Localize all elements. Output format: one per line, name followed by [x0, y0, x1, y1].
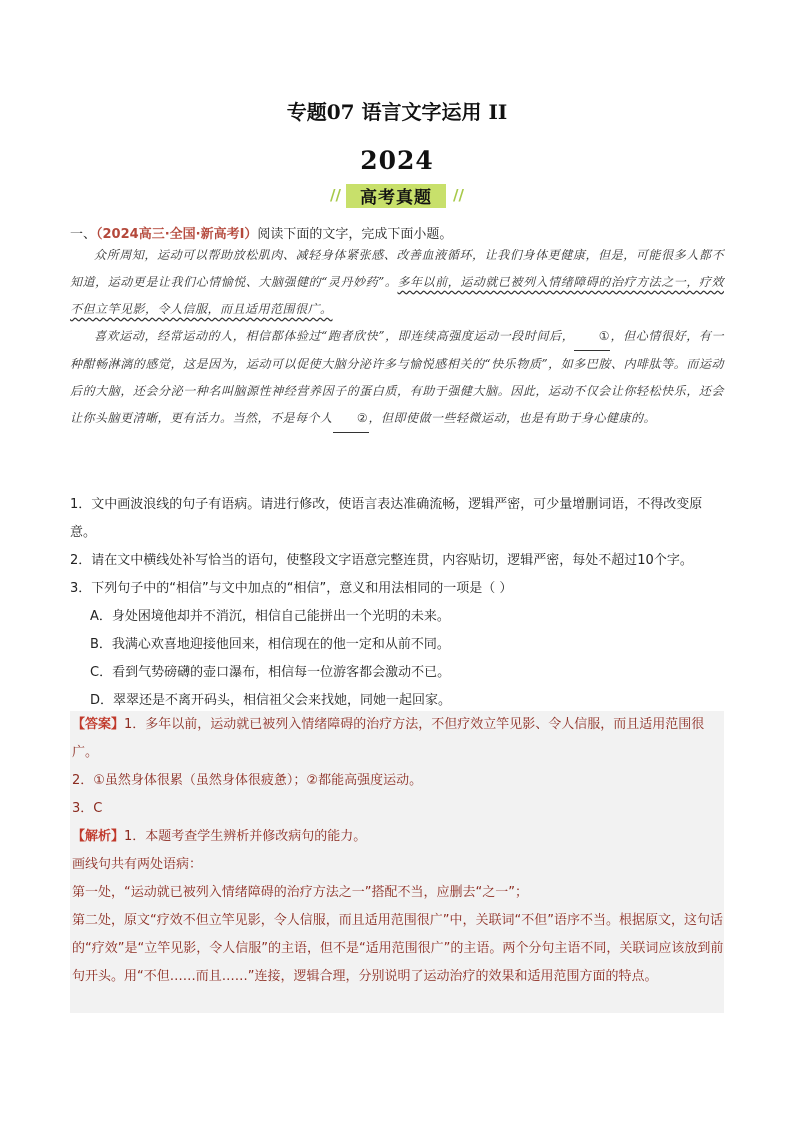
option-d: D．翠翠还是不离开码头，相信祖父会来找她，同她一起回家。 — [90, 693, 452, 708]
answer-line-1 — [70, 711, 724, 767]
page-title: 专题07 语言文字运用 II — [286, 100, 508, 124]
passage-text: ，但即使做一些轻微运动，也是有助于身心健康的。 — [368, 411, 657, 425]
banner-text: 高考真题 — [360, 188, 432, 208]
analysis-line-1 — [70, 823, 724, 851]
analysis-text: 1．本题考查学生辨析并修改病句的能力。 — [124, 829, 367, 844]
question-list — [70, 491, 724, 715]
analysis-line-3: 第一处，“运动就已被列入情绪障碍的治疗方法之一”搭配不当，应删去“之一”； — [72, 885, 528, 900]
section-banner — [330, 181, 464, 209]
answer-line-2: 2．①虽然身体很累（虽然身体很疲惫）；②都能高强度运动。 — [72, 773, 423, 788]
question-2: 2．请在文中横线处补写恰当的语句，使整段文字语意完整连贯，内容贴切，逻辑严密，每处不超过10个字。 — [70, 553, 693, 568]
analysis-line-4: 第二处，原文“疗效不但立竿见影，令人信服，而且适用范围很广”中，关联词“不但”语序不当。根据原文，这句话的“疗效”是“立竿见影，令人信服”的主语，但不是“适用范围很广”的主语。两个分句主语不同，关联词应该放到前句开头。用“不但……而且……”连接，逻辑合理，分别说明了运动治疗的效果和适用范围方面的特点。 — [72, 913, 724, 984]
blank-2: ② — [333, 405, 369, 433]
question-intro — [70, 223, 730, 242]
question-instruction: 阅读下面的文字，完成下面小题。 — [257, 227, 453, 242]
passage-text: 众所周知，运动可以帮助放松肌肉、减轻身体紧张感、改善血液循环，让我们身体更健康，但是，可能很多人都不知道，运动更是让我们心情愉悦、大脑强健的“灵丹妙药”。 — [70, 248, 724, 289]
question-3: 3．下列句子中的“相信”与文中加点的“相信”，意义和用法相同的一项是（ ） — [70, 581, 513, 596]
answer-tag: 【答案】 — [72, 717, 125, 732]
blank-1: ① — [574, 323, 610, 351]
analysis-tag: 【解析】 — [72, 829, 125, 844]
passage-paragraph-2 — [70, 323, 724, 433]
question-number: 一、 — [70, 227, 97, 242]
answer-text: 1．多年以前，运动就已被列入情绪障碍的治疗方法，不但疗效立竿见影、令人信服，而且适用范围很广。 — [72, 717, 705, 760]
option-a: A．身处困境他却并不消沉，相信自己能拼出一个光明的未来。 — [90, 609, 450, 624]
question-source: （2024高三·全国·新高考I） — [96, 227, 258, 242]
passage-paragraph-1 — [70, 242, 724, 323]
answer-line-3: 3．C — [72, 801, 103, 816]
wavy-underlined-sentence: 多年以前，运动就已被列入情绪障碍的治疗方法之一，疗效不但立竿见影，令人信服，而且适用范围很广。 — [70, 275, 724, 316]
passage-text: ，但心情很好，有一种酣畅淋漓的感觉，这是因为，运动可以促使大脑分泌许多与愉悦感相关的“快乐物质”，如多巴胺、内啡肽等。而运动后的大脑，还会分泌一种名叫脑源性神经营养因子的蛋白质，有助于强健大脑。因此，运动不仅会让你轻松快乐，还会让你头脑更清晰，更有活力。当然，不是每个人 — [70, 329, 724, 425]
analysis-line-2: 画线句共有两处语病： — [72, 857, 203, 872]
reading-passage — [70, 242, 724, 433]
passage-text: 喜欢运动，经常运动的人，相信都体验过“跑者欣快”，即连续高强度运动一段时间后， — [94, 329, 575, 343]
slash-decoration-left: // — [330, 186, 341, 204]
answer-section — [70, 711, 724, 1013]
option-c: C．看到气势磅礴的壶口瀑布，相信每一位游客都会激动不已。 — [90, 665, 451, 680]
option-b: B．我满心欢喜地迎接他回来，相信现在的他一定和从前不同。 — [90, 637, 450, 652]
slash-decoration-right: // — [453, 186, 464, 204]
question-1: 1．文中画波浪线的句子有语病。请进行修改，使语言表达准确流畅，逻辑严密，可少量增删词语，不得改变原意。 — [70, 497, 703, 540]
year-heading: 2024 — [360, 146, 434, 175]
